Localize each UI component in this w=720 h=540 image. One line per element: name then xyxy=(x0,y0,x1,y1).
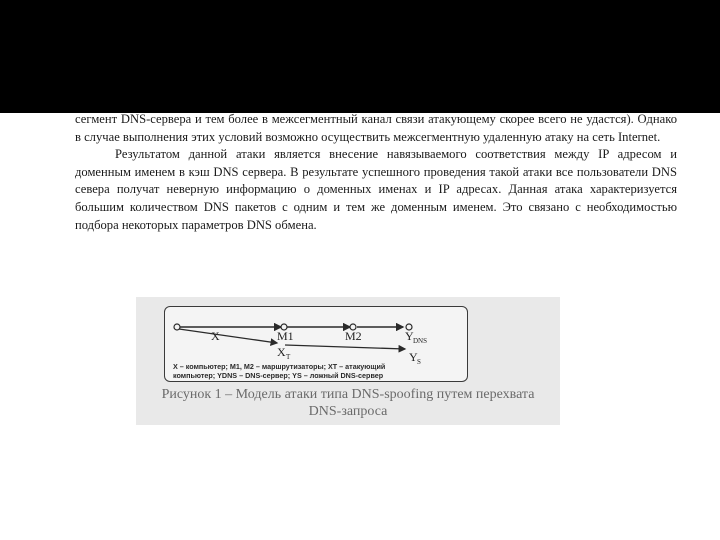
paragraph-2: Результатом данной атаки является внесение навязываемого соответствия между IP адресом и доменным именем в кэш DNS сервера. В результате успешного проведения такой атаки все пользователи DNS севера получат неверную информацию о доменных именах и IP адресах. Данная атака характеризуется большим количеством DNS пакетов с одним и тем же доменным именем. Это связано с необходимостью подбора некоторых параметров DNS обмена. xyxy=(75,147,677,232)
figure-dns-spoofing xyxy=(136,297,560,425)
document-body xyxy=(75,111,677,234)
label-m2: M2 xyxy=(345,329,362,343)
paragraph-1: сегмент DNS-сервера и тем более в межсегментный канал связи атакующему скорее всего не удастся). Однако в случае выполнения этих условий возможно осуществить межсегментную удаленную атаку на сеть Internet. xyxy=(75,112,677,144)
figure-caption xyxy=(136,386,560,420)
label-m1: M1 xyxy=(277,329,294,343)
top-black-bar xyxy=(0,0,720,113)
label-ydns-sub: DNS xyxy=(413,337,428,345)
label-xt: X xyxy=(277,345,286,359)
label-xt-sub: T xyxy=(286,353,291,361)
caption-line-2: DNS-запроса xyxy=(308,404,388,419)
label-x: X xyxy=(211,329,220,343)
label-ys: Y xyxy=(409,350,418,364)
label-ys-sub: S xyxy=(417,358,421,366)
link-xt-ys xyxy=(285,345,405,349)
label-ydns: Y xyxy=(405,329,414,343)
legend-line-2: компьютер; YDNS – DNS-сервер; YS – ложный DNS-сервер xyxy=(173,371,384,380)
link-x-xt xyxy=(179,329,277,343)
diagram-frame xyxy=(164,306,468,382)
network-diagram xyxy=(165,307,467,381)
caption-line-1: Рисунок 1 – Модель атаки типа DNS-spoofing путем перехвата xyxy=(161,387,535,402)
legend-line-1: X – компьютер; M1, M2 – маршрутизаторы; XT – атакующий xyxy=(173,362,386,371)
